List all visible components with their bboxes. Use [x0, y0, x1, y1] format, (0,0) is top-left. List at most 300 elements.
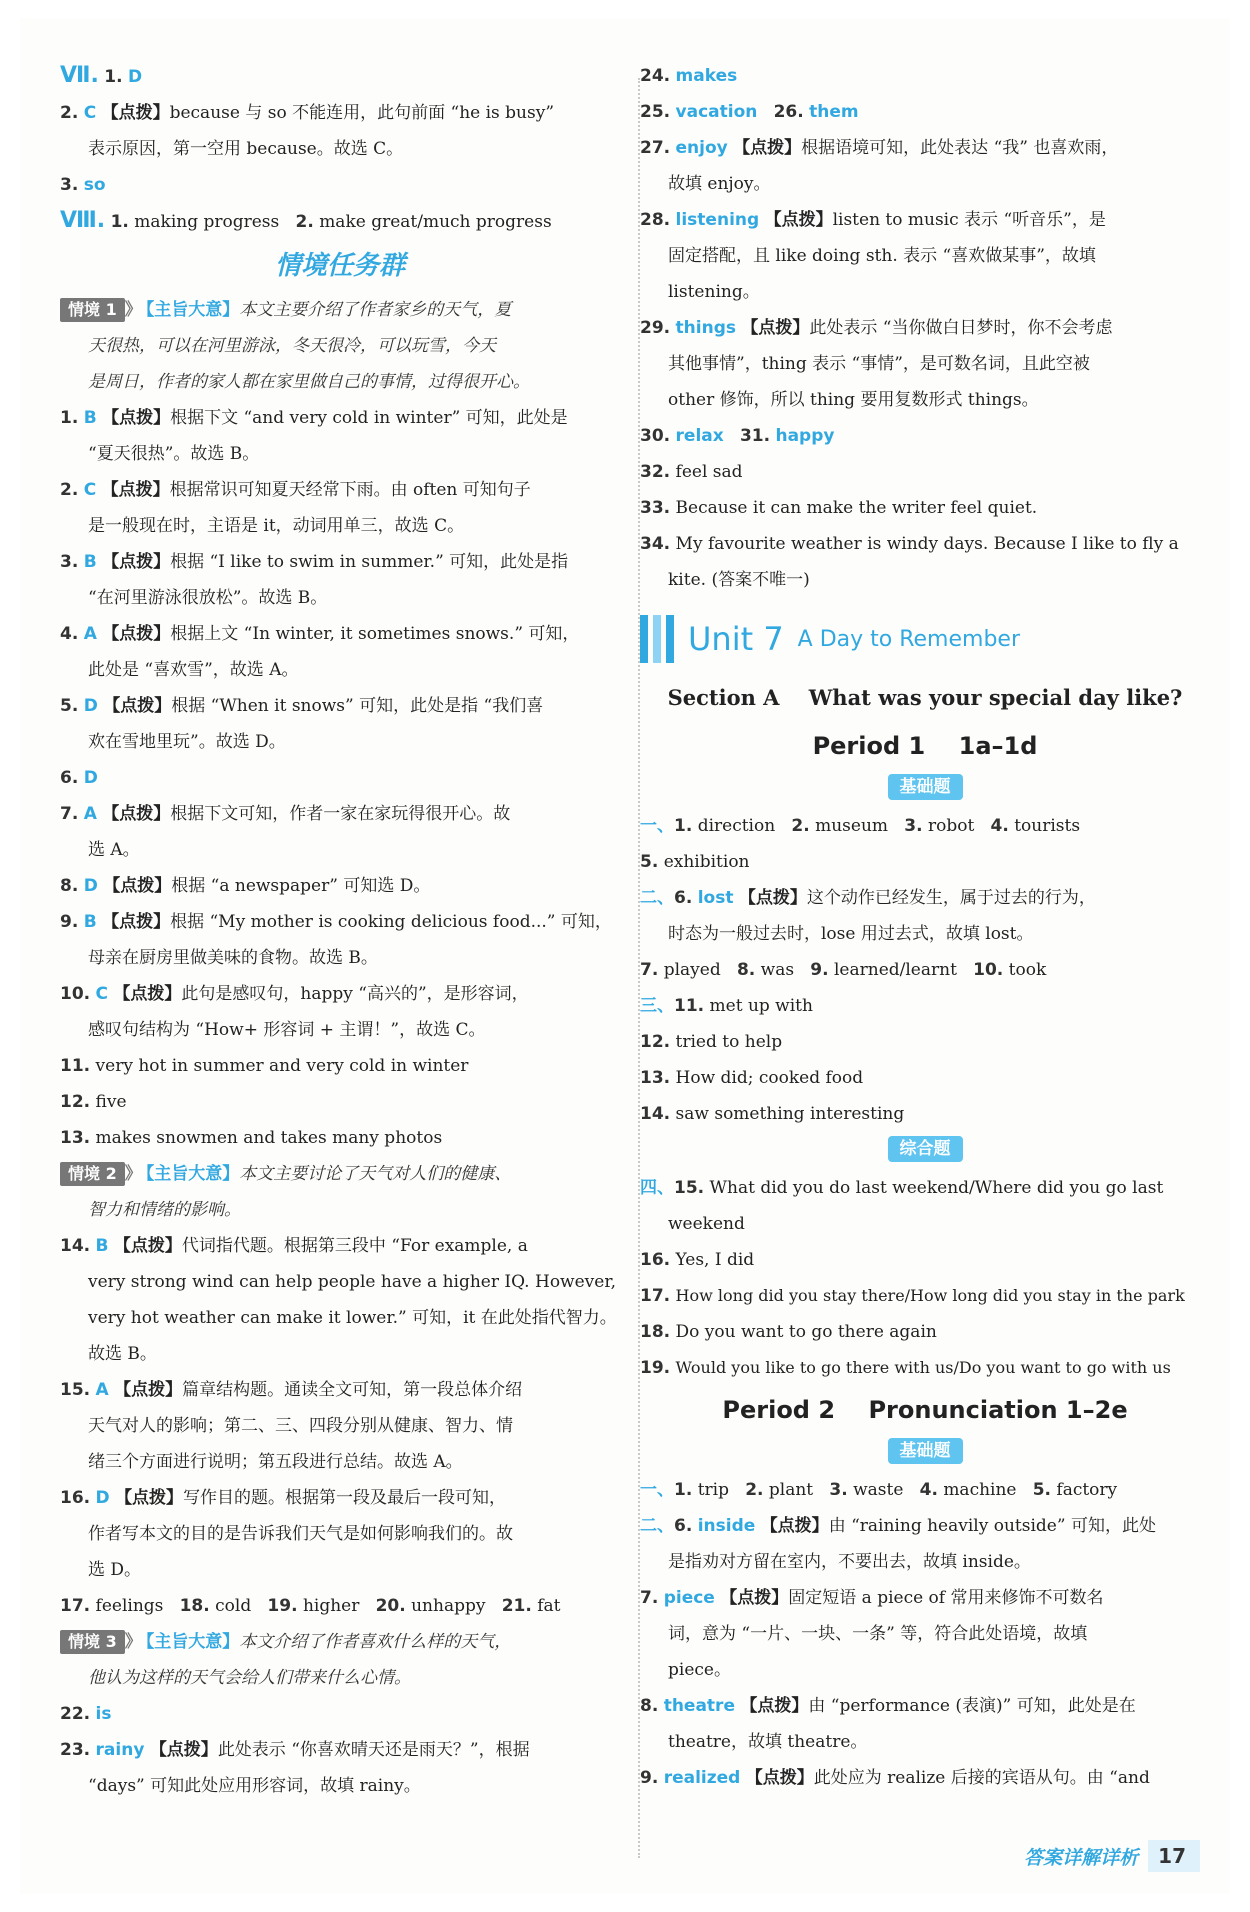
answer-line — [640, 58, 1210, 94]
summary-text: 他认为这样的天气会给人们带来什么心情。 — [88, 1668, 411, 1688]
item-number: 2. — [791, 816, 810, 836]
answer-text: make great/much progress — [319, 212, 552, 232]
answer-text: higher — [302, 1596, 360, 1616]
answer-text: was — [760, 960, 795, 980]
summary-tag: 【主旨大意】 — [145, 300, 240, 320]
answer-text: cold — [215, 1596, 252, 1616]
item-number: 27. — [640, 138, 671, 158]
answer-line — [60, 1120, 620, 1156]
item-number: 17. — [640, 1286, 671, 1306]
answer: theatre — [663, 1696, 735, 1716]
answer: C — [83, 103, 97, 123]
answer-text: trip — [697, 1480, 729, 1500]
explanation: 表示原因，第一空用 because。故选 C。 — [88, 139, 404, 159]
answer: B — [95, 1236, 109, 1256]
item-number: 19. — [640, 1358, 671, 1378]
item-number: 4. — [919, 1480, 938, 1500]
answer-line — [60, 167, 620, 203]
comp-pill-row — [640, 1132, 1210, 1170]
answer-line — [640, 1060, 1210, 1096]
answer-text: feelings — [95, 1596, 164, 1616]
explanation: 根据 “When it snows” 可知，此处是指 “我们喜 — [171, 696, 544, 716]
summary-text: 是周日，作者的家人都在家里做自己的事情，过得很开心。 — [88, 372, 530, 392]
answer-line — [60, 904, 620, 940]
answer-text: took — [1008, 960, 1047, 980]
item-number: 1. — [110, 212, 129, 232]
hint-tag: 【点拨】 — [101, 103, 170, 123]
explanation: “在河里游泳很放松”。故选 B。 — [88, 588, 328, 608]
item-number: 26. — [773, 102, 804, 122]
answer-text: How long did you stay there/How long did you stay in the park — [675, 1286, 1185, 1305]
explanation: 此处是 “喜欢雪”，故选 A。 — [88, 660, 299, 680]
answer-line — [640, 454, 1210, 490]
answer-text: weekend — [668, 1214, 745, 1234]
part-number: 二、 — [640, 1516, 674, 1536]
answer-line — [640, 526, 1210, 562]
answer-line — [60, 1084, 620, 1120]
answer: A — [83, 624, 97, 644]
hint-tag: 【点拨】 — [101, 480, 170, 500]
answer-text: museum — [815, 816, 889, 836]
hint-tag: 【点拨】 — [760, 1516, 829, 1536]
item-number: 2. — [60, 103, 79, 123]
hint-tag: 【点拨】 — [115, 1488, 184, 1508]
hint-tag: 【点拨】 — [102, 408, 171, 428]
item-number: 34. — [640, 534, 671, 554]
item-number: 8. — [640, 1696, 659, 1716]
explanation: very strong wind can help people have a higher IQ. However, — [88, 1272, 616, 1292]
item-number: 20. — [375, 1596, 406, 1616]
item-number: 22. — [60, 1704, 91, 1724]
answer-text: Would you like to go there with us/Do you want to go with us — [675, 1358, 1171, 1377]
item-number: 17. — [60, 1596, 91, 1616]
answer: D — [95, 1488, 110, 1508]
answer: D — [83, 876, 98, 896]
answer-text: tourists — [1014, 816, 1081, 836]
context-header — [60, 1156, 620, 1192]
answer-text: saw something interesting — [675, 1104, 905, 1124]
answer-text: waste — [853, 1480, 904, 1500]
answer-text: factory — [1056, 1480, 1118, 1500]
answer: them — [809, 102, 859, 122]
explanation: 由 “raining heavily outside” 可知，此处 — [828, 1516, 1156, 1536]
explanation: 感叹句结构为 “How+ 形容词 + 主谓！”，故选 C。 — [88, 1020, 486, 1040]
unit-banner — [640, 604, 1210, 674]
item-number: 12. — [60, 1092, 91, 1112]
item-number: 9. — [810, 960, 829, 980]
answer-line — [640, 808, 1210, 844]
hint-tag: 【点拨】 — [740, 1696, 809, 1716]
answer-line — [60, 616, 620, 652]
page-footer — [1024, 1840, 1200, 1872]
answer-line — [640, 1278, 1210, 1314]
context-label: 情境 3 — [60, 1630, 125, 1654]
item-number: 18. — [179, 1596, 210, 1616]
hint-tag: 【点拨】 — [102, 552, 171, 572]
explanation: 由 “performance (表演)” 可知，此处是在 — [808, 1696, 1136, 1716]
answer-text: kite. (答案不唯一) — [668, 570, 810, 590]
explanation: 母亲在厨房里做美味的食物。故选 B。 — [88, 948, 378, 968]
hint-tag: 【点拨】 — [113, 1236, 182, 1256]
summary-text: 本文主要讨论了天气对人们的健康、 — [239, 1164, 512, 1184]
explanation: 固定短语 a piece of 常用来修饰不可数名 — [788, 1588, 1104, 1608]
item-number: 21. — [501, 1596, 532, 1616]
item-number: 2. — [295, 212, 314, 232]
item-number: 13. — [60, 1128, 91, 1148]
item-number: 6. — [60, 768, 79, 788]
basic-questions-badge: 基础题 — [888, 1438, 963, 1464]
summary-tag: 【主旨大意】 — [145, 1632, 240, 1652]
item-number: 4. — [60, 624, 79, 644]
section-heading: Section A What was your special day like? — [667, 685, 1183, 710]
item-number: 3. — [60, 175, 79, 195]
explanation: 根据语境可知，此处表达 “我” 也喜欢雨， — [801, 138, 1119, 158]
explanation: 篇章结构题。通读全文可知，第一段总体介绍 — [182, 1380, 523, 1400]
answer-line — [60, 1228, 620, 1264]
answer-line — [60, 472, 620, 508]
unit-title: Unit 7 — [688, 620, 784, 658]
explanation: 这个动作已经发生，属于过去的行为， — [806, 888, 1096, 908]
answer-line — [640, 202, 1210, 238]
answer: C — [83, 480, 97, 500]
arrow-icon: 》 — [124, 300, 142, 320]
answer-line — [640, 1472, 1210, 1508]
answer-line — [640, 1580, 1210, 1616]
answer-line — [60, 203, 620, 240]
answer: so — [83, 175, 106, 195]
item-number: 7. — [640, 1588, 659, 1608]
item-number: 16. — [60, 1488, 91, 1508]
hint-tag: 【点拨】 — [102, 804, 171, 824]
answer-line — [60, 1480, 620, 1516]
answer-line — [640, 310, 1210, 346]
answer-text: tried to help — [675, 1032, 783, 1052]
explanation: listening。 — [668, 282, 760, 302]
summary-text: 天很热，可以在河里游泳，冬天很冷，可以玩雪，今天 — [88, 336, 496, 356]
explanation: 根据下文 “and very cold in winter” 可知，此处是 — [170, 408, 568, 428]
answer-line — [60, 400, 620, 436]
hint-tag: 【点拨】 — [733, 138, 802, 158]
answer-page — [20, 18, 1230, 1894]
hint-tag: 【点拨】 — [103, 696, 172, 716]
explanation: 其他事情”，thing 表示 “事情”，是可数名词，且此空被 — [668, 354, 1090, 374]
item-number: 1. — [104, 67, 123, 87]
period-heading: Period 2 Pronunciation 1–2e — [722, 1396, 1128, 1424]
item-number: 15. — [674, 1178, 705, 1198]
answer-text: robot — [927, 816, 975, 836]
answer-text: learned/learnt — [833, 960, 957, 980]
answer-line — [640, 130, 1210, 166]
item-number: 5. — [60, 696, 79, 716]
answer-text: Because it can make the writer feel quiet. — [675, 498, 1038, 518]
answer: makes — [675, 66, 738, 86]
explanation: 此处表示 “当你做白日梦时，你不会考虑 — [809, 318, 1113, 338]
part-number: 四、 — [640, 1178, 674, 1198]
period-heading: Period 1 1a–1d — [812, 732, 1038, 760]
context-header — [60, 1624, 620, 1660]
answer-line — [60, 1588, 620, 1624]
answer-text: fat — [537, 1596, 561, 1616]
item-number: 4. — [990, 816, 1009, 836]
answer-text: very hot in summer and very cold in winter — [95, 1056, 469, 1076]
basic-questions-badge: 基础题 — [888, 774, 963, 800]
answer-line — [640, 1350, 1210, 1386]
answer: A — [83, 804, 97, 824]
answer-text: feel sad — [675, 462, 743, 482]
answer-text: met up with — [709, 996, 813, 1016]
explanation: “夏天很热”。故选 B。 — [88, 444, 260, 464]
basic-pill-row — [640, 1434, 1210, 1472]
item-number: 5. — [1032, 1480, 1051, 1500]
item-number: 10. — [60, 984, 91, 1004]
unit-subtitle: A Day to Remember — [797, 626, 1021, 652]
item-number: 5. — [640, 852, 659, 872]
explanation: listen to music 表示 “听音乐”，是 — [832, 210, 1106, 230]
answer-line — [640, 1024, 1210, 1060]
context-label: 情境 2 — [60, 1162, 125, 1186]
answer-line — [60, 796, 620, 832]
answer: B — [83, 552, 97, 572]
item-number: 14. — [60, 1236, 91, 1256]
item-number: 6. — [674, 1516, 693, 1536]
explanation: 固定搭配，且 like doing sth. 表示 “喜欢做某事”，故填 — [668, 246, 1096, 266]
explanation: 选 D。 — [88, 1560, 142, 1580]
item-number: 30. — [640, 426, 671, 446]
answer: A — [95, 1380, 109, 1400]
item-number: 16. — [640, 1250, 671, 1270]
part-number: 一、 — [640, 816, 674, 836]
item-number: 19. — [267, 1596, 298, 1616]
part-number: 一、 — [640, 1480, 674, 1500]
answer-line — [60, 95, 620, 131]
answer-line — [640, 844, 1210, 880]
answer: inside — [697, 1516, 756, 1536]
item-number: 11. — [674, 996, 705, 1016]
context-header — [60, 292, 620, 328]
item-number: 31. — [739, 426, 771, 446]
answer-line — [640, 1760, 1210, 1796]
basic-pill-row — [640, 770, 1210, 808]
item-number: 9. — [60, 912, 79, 932]
arrow-icon: 》 — [124, 1164, 142, 1184]
answer: listening — [675, 210, 760, 230]
explanation: 时态为一般过去时，lose 用过去式，故填 lost。 — [668, 924, 1034, 944]
answer: C — [95, 984, 109, 1004]
explanation: theatre，故填 theatre。 — [668, 1732, 868, 1752]
answer: happy — [775, 426, 835, 446]
answer-text: What did you do last weekend/Where did you go last — [709, 1178, 1164, 1198]
item-number: 25. — [640, 102, 671, 122]
answer: piece — [663, 1588, 715, 1608]
answer-line — [60, 544, 620, 580]
explanation: 此处应为 realize 后接的宾语从句。由 “and — [813, 1768, 1150, 1788]
item-number: 8. — [60, 876, 79, 896]
answer-line — [640, 94, 1210, 130]
item-number: 12. — [640, 1032, 671, 1052]
explanation: 选 A。 — [88, 840, 140, 860]
hint-tag: 【点拨】 — [738, 888, 807, 908]
item-number: 7. — [640, 960, 659, 980]
answer-line — [60, 1048, 620, 1084]
context-label: 情境 1 — [60, 298, 125, 322]
section-title: 情境任务群 — [274, 251, 405, 281]
explanation: 词，意为 “一片、一块、一条” 等，符合此处语境，故填 — [668, 1624, 1088, 1644]
summary-tag: 【主旨大意】 — [145, 1164, 240, 1184]
item-number: 13. — [640, 1068, 671, 1088]
part-number: 二、 — [640, 888, 674, 908]
explanation: because 与 so 不能连用，此句前面 “he is busy” — [169, 103, 555, 123]
answer-line — [640, 490, 1210, 526]
answer-text: making progress — [134, 212, 280, 232]
answer-line — [60, 760, 620, 796]
summary-text: 本文介绍了作者喜欢什么样的天气， — [239, 1632, 512, 1652]
explanation: 欢在雪地里玩”。故选 D。 — [88, 732, 286, 752]
explanation: 根据下文可知，作者一家在家玩得很开心。故 — [170, 804, 511, 824]
item-number: 1. — [60, 408, 79, 428]
item-number: 1. — [674, 1480, 693, 1500]
item-number: 1. — [674, 816, 693, 836]
item-number: 28. — [640, 210, 671, 230]
explanation: 是指劝对方留在室内，不要出去，故填 inside。 — [668, 1552, 1031, 1572]
answer-line — [60, 976, 620, 1012]
explanation: 天气对人的影响；第二、三、四段分别从健康、智力、情 — [88, 1416, 513, 1436]
answer: lost — [697, 888, 734, 908]
explanation: 绪三个方面进行说明；第五段进行总结。故选 A。 — [88, 1452, 463, 1472]
explanation: very hot weather can make it lower.” 可知，it 在此处指代智力。 — [88, 1308, 617, 1328]
item-number: 15. — [60, 1380, 91, 1400]
part-number: 三、 — [640, 996, 674, 1016]
hint-tag: 【点拨】 — [745, 1768, 814, 1788]
item-number: 8. — [736, 960, 756, 980]
explanation: 根据 “I like to swim in summer.” 可知，此处是指 — [170, 552, 569, 572]
explanation: 故填 enjoy。 — [668, 174, 771, 194]
item-number: 2. — [60, 480, 79, 500]
item-number: 3. — [60, 552, 79, 572]
answer: D — [127, 67, 143, 87]
answer-line — [60, 1732, 620, 1768]
answer-text: machine — [943, 1480, 1017, 1500]
explanation: 是一般现在时，主语是 it，动词用单三，故选 C。 — [88, 516, 465, 536]
answer: relax — [675, 426, 724, 446]
answer-text: Yes, I did — [675, 1250, 755, 1270]
answer-line — [640, 418, 1210, 454]
answer: D — [83, 696, 98, 716]
explanation: 作者写本文的目的是告诉我们天气是如何影响我们的。故 — [88, 1524, 513, 1544]
answer-line — [640, 1314, 1210, 1350]
explanation: 此处表示 “你喜欢晴天还是雨天？”，根据 — [217, 1740, 530, 1760]
explanation: 此句是感叹句，happy “高兴的”，是形容词， — [181, 984, 529, 1004]
page-number: 17 — [1148, 1840, 1200, 1872]
answer: D — [83, 768, 98, 788]
answer-line — [640, 1096, 1210, 1132]
item-number: 3. — [829, 1480, 848, 1500]
answer-text: makes snowmen and takes many photos — [95, 1128, 443, 1148]
answer-text: How did; cooked food — [675, 1068, 864, 1088]
answer: is — [95, 1704, 112, 1724]
explanation: “days” 可知此处应用形容词，故填 rainy。 — [88, 1776, 421, 1796]
hint-tag: 【点拨】 — [741, 318, 810, 338]
answer-text: unhappy — [411, 1596, 486, 1616]
answer: B — [83, 912, 97, 932]
explanation: 写作目的题。根据第一段及最后一段可知， — [183, 1488, 507, 1508]
explanation: other 修饰，所以 thing 要用复数形式 things。 — [668, 390, 1039, 410]
item-number: 3. — [904, 816, 923, 836]
answer-text: five — [95, 1092, 127, 1112]
explanation: 根据 “My mother is cooking delicious food...” 可知， — [170, 912, 612, 932]
item-number: 33. — [640, 498, 671, 518]
hint-tag: 【点拨】 — [102, 624, 171, 644]
item-number: 10. — [973, 960, 1004, 980]
answer-line — [60, 868, 620, 904]
unit-bars-icon — [640, 615, 674, 663]
item-number: 23. — [60, 1740, 91, 1760]
explanation: piece。 — [668, 1660, 731, 1680]
item-number: 18. — [640, 1322, 671, 1342]
answer-line — [640, 1242, 1210, 1278]
summary-text: 智力和情绪的影响。 — [88, 1200, 241, 1220]
answer-line — [60, 1372, 620, 1408]
summary-text: 本文主要介绍了作者家乡的天气，夏 — [239, 300, 512, 320]
item-number: 11. — [60, 1056, 91, 1076]
answer: things — [675, 318, 736, 338]
answer-text: direction — [697, 816, 776, 836]
hint-tag: 【点拨】 — [764, 210, 833, 230]
roman-numeral: Ⅷ. — [60, 208, 106, 233]
answer: enjoy — [675, 138, 728, 158]
answer: vacation — [675, 102, 758, 122]
answer-text: played — [663, 960, 721, 980]
answer: rainy — [95, 1740, 145, 1760]
hint-tag: 【点拨】 — [103, 876, 172, 896]
answer-line — [640, 1688, 1210, 1724]
hint-tag: 【点拨】 — [113, 984, 182, 1004]
answer-text: My favourite weather is windy days. Because I like to fly a — [675, 534, 1179, 554]
item-number: 9. — [640, 1768, 659, 1788]
hint-tag: 【点拨】 — [720, 1588, 789, 1608]
answer-line — [640, 880, 1210, 916]
answer-line — [640, 952, 1210, 988]
explanation: 故选 B。 — [88, 1344, 157, 1364]
answer-line — [640, 988, 1210, 1024]
hint-tag: 【点拨】 — [102, 912, 171, 932]
answer-line — [60, 688, 620, 724]
answer-line — [60, 58, 620, 95]
left-column — [60, 58, 620, 1804]
item-number: 14. — [640, 1104, 671, 1124]
answer-line — [640, 1170, 1210, 1206]
answer-text: Do you want to go there again — [675, 1322, 937, 1342]
answer-text: plant — [768, 1480, 814, 1500]
answer-line — [60, 1696, 620, 1732]
item-number: 29. — [640, 318, 671, 338]
explanation: 根据上文 “In winter, it sometimes snows.” 可知， — [170, 624, 580, 644]
answer: B — [83, 408, 97, 428]
right-column — [640, 58, 1210, 1796]
answer-line — [640, 1508, 1210, 1544]
hint-tag: 【点拨】 — [149, 1740, 218, 1760]
item-number: 2. — [745, 1480, 764, 1500]
item-number: 6. — [674, 888, 693, 908]
item-number: 32. — [640, 462, 671, 482]
explanation: 根据常识可知夏天经常下雨。由 often 可知句子 — [169, 480, 531, 500]
answer-text: exhibition — [663, 852, 750, 872]
item-number: 24. — [640, 66, 671, 86]
arrow-icon: 》 — [124, 1632, 142, 1652]
item-number: 7. — [60, 804, 79, 824]
comprehensive-questions-badge: 综合题 — [888, 1136, 963, 1162]
explanation: 代词指代题。根据第三段中 “For example, a — [181, 1236, 528, 1256]
explanation: 根据 “a newspaper” 可知选 D。 — [171, 876, 431, 896]
